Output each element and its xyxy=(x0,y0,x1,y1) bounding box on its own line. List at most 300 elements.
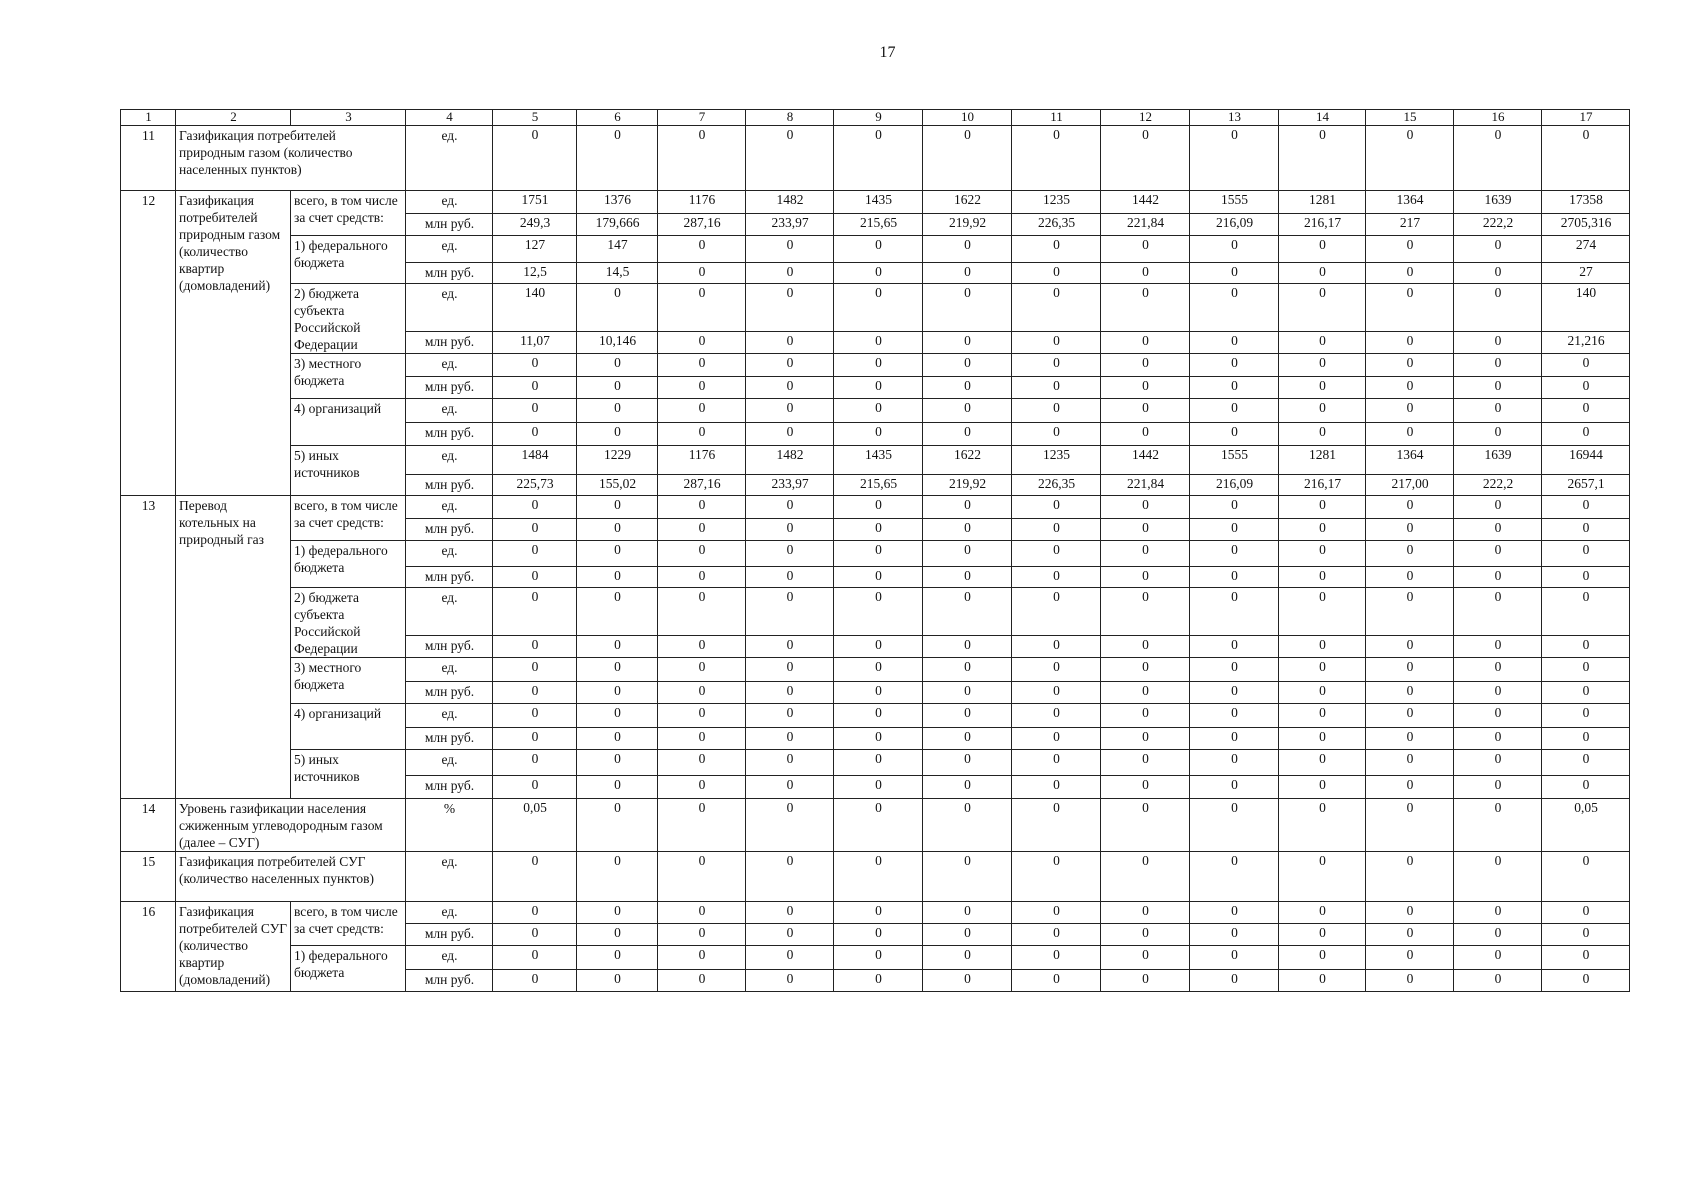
value-cell: 0 xyxy=(1366,682,1454,704)
value-cell: 0 xyxy=(1366,354,1454,377)
value-cell: 0 xyxy=(834,636,923,658)
unit-cell: ед. xyxy=(406,750,493,776)
value-cell: 0 xyxy=(1454,496,1542,519)
table-row xyxy=(121,399,1630,423)
unit-cell: ед. xyxy=(406,946,493,970)
value-cell: 0 xyxy=(746,946,834,970)
value-cell: 17358 xyxy=(1542,191,1630,214)
table-row xyxy=(121,541,1630,567)
value-cell: 0 xyxy=(658,354,746,377)
value-cell: 0 xyxy=(577,567,658,588)
value-cell: 0 xyxy=(658,658,746,682)
value-cell: 0 xyxy=(493,423,577,446)
source-label: 4) организаций xyxy=(291,399,406,446)
header-cell: 9 xyxy=(834,110,923,126)
value-cell: 0 xyxy=(746,970,834,992)
value-cell: 0 xyxy=(1101,541,1190,567)
value-cell: 0 xyxy=(746,496,834,519)
table-row xyxy=(121,446,1630,475)
value-cell: 0 xyxy=(1279,776,1366,799)
value-cell: 0 xyxy=(1279,236,1366,263)
value-cell: 0 xyxy=(577,946,658,970)
source-label: 1) федерального бюджета xyxy=(291,946,406,992)
indicator-name: Газификация потребителей природным газом (количество квартир (домовладений) xyxy=(176,191,291,496)
value-cell: 1281 xyxy=(1279,191,1366,214)
value-cell: 0 xyxy=(746,682,834,704)
value-cell: 0 xyxy=(577,284,658,332)
value-cell: 0 xyxy=(658,284,746,332)
table-row xyxy=(121,236,1630,263)
value-cell: 0 xyxy=(746,658,834,682)
unit-cell: ед. xyxy=(406,354,493,377)
header-cell: 1 xyxy=(121,110,176,126)
value-cell: 217 xyxy=(1366,214,1454,236)
value-cell: 0 xyxy=(658,970,746,992)
value-cell: 0 xyxy=(1012,377,1101,399)
value-cell: 0 xyxy=(1101,852,1190,902)
value-cell: 0 xyxy=(577,750,658,776)
value-cell: 0 xyxy=(1279,924,1366,946)
value-cell: 0 xyxy=(1542,588,1630,636)
value-cell: 0 xyxy=(658,332,746,354)
value-cell: 0 xyxy=(1542,636,1630,658)
unit-cell: млн руб. xyxy=(406,519,493,541)
value-cell: 216,17 xyxy=(1279,214,1366,236)
value-cell: 233,97 xyxy=(746,214,834,236)
value-cell: 1482 xyxy=(746,446,834,475)
value-cell: 0 xyxy=(1190,519,1279,541)
unit-cell: млн руб. xyxy=(406,636,493,658)
value-cell: 0 xyxy=(1101,567,1190,588)
value-cell: 0 xyxy=(1190,284,1279,332)
value-cell: 1235 xyxy=(1012,191,1101,214)
unit-cell: ед. xyxy=(406,704,493,728)
table-row xyxy=(121,284,1630,332)
value-cell: 0 xyxy=(746,567,834,588)
value-cell: 216,17 xyxy=(1279,475,1366,496)
value-cell: 0 xyxy=(1279,728,1366,750)
value-cell: 0 xyxy=(923,658,1012,682)
value-cell: 0 xyxy=(834,588,923,636)
value-cell: 0 xyxy=(1101,799,1190,852)
source-label: 4) организаций xyxy=(291,704,406,750)
value-cell: 0 xyxy=(493,970,577,992)
value-cell: 0 xyxy=(1366,704,1454,728)
value-cell: 0 xyxy=(746,704,834,728)
value-cell: 0 xyxy=(923,567,1012,588)
value-cell: 0 xyxy=(1279,541,1366,567)
value-cell: 0 xyxy=(658,852,746,902)
value-cell: 0 xyxy=(1454,126,1542,191)
value-cell: 0 xyxy=(1012,332,1101,354)
value-cell: 0 xyxy=(658,541,746,567)
value-cell: 0 xyxy=(577,377,658,399)
unit-cell: ед. xyxy=(406,191,493,214)
value-cell: 0 xyxy=(1454,852,1542,902)
value-cell: 0 xyxy=(1101,519,1190,541)
value-cell: 0 xyxy=(577,496,658,519)
value-cell: 0 xyxy=(1012,682,1101,704)
value-cell: 233,97 xyxy=(746,475,834,496)
value-cell: 0 xyxy=(834,399,923,423)
value-cell: 0 xyxy=(1366,728,1454,750)
value-cell: 0 xyxy=(1012,728,1101,750)
value-cell: 0 xyxy=(834,750,923,776)
value-cell: 0 xyxy=(658,263,746,284)
table-row xyxy=(121,750,1630,776)
value-cell: 0 xyxy=(1542,658,1630,682)
value-cell: 0 xyxy=(1190,236,1279,263)
value-cell: 16944 xyxy=(1542,446,1630,475)
value-cell: 147 xyxy=(577,236,658,263)
value-cell: 0 xyxy=(1101,682,1190,704)
value-cell: 0 xyxy=(493,852,577,902)
value-cell: 0 xyxy=(658,946,746,970)
value-cell: 1229 xyxy=(577,446,658,475)
value-cell: 0 xyxy=(1366,636,1454,658)
value-cell: 0 xyxy=(658,902,746,924)
value-cell: 0 xyxy=(746,636,834,658)
value-cell: 217,00 xyxy=(1366,475,1454,496)
value-cell: 0 xyxy=(746,750,834,776)
value-cell: 0 xyxy=(1190,902,1279,924)
value-cell: 1364 xyxy=(1366,191,1454,214)
value-cell: 0 xyxy=(493,750,577,776)
value-cell: 0 xyxy=(1366,970,1454,992)
value-cell: 0 xyxy=(577,588,658,636)
value-cell: 0 xyxy=(1190,541,1279,567)
value-cell: 0 xyxy=(1279,852,1366,902)
value-cell: 0 xyxy=(834,902,923,924)
value-cell: 0 xyxy=(1542,423,1630,446)
value-cell: 0 xyxy=(1101,658,1190,682)
value-cell: 0 xyxy=(1190,377,1279,399)
value-cell: 0 xyxy=(923,496,1012,519)
value-cell: 0 xyxy=(1101,704,1190,728)
unit-cell: ед. xyxy=(406,446,493,475)
value-cell: 0 xyxy=(923,852,1012,902)
value-cell: 0 xyxy=(493,519,577,541)
source-label: 1) федерального бюджета xyxy=(291,236,406,284)
value-cell: 0 xyxy=(577,970,658,992)
value-cell: 14,5 xyxy=(577,263,658,284)
source-label: 5) иных источников xyxy=(291,750,406,799)
value-cell: 0 xyxy=(1366,236,1454,263)
unit-cell: ед. xyxy=(406,496,493,519)
value-cell: 0 xyxy=(577,924,658,946)
value-cell: 0 xyxy=(1190,728,1279,750)
value-cell: 0 xyxy=(1366,332,1454,354)
value-cell: 0 xyxy=(1101,263,1190,284)
value-cell: 0 xyxy=(1101,284,1190,332)
value-cell: 0 xyxy=(493,399,577,423)
source-label: 2) бюджета субъекта Российской Федерации xyxy=(291,284,406,354)
value-cell: 0 xyxy=(577,682,658,704)
value-cell: 0 xyxy=(1279,588,1366,636)
value-cell: 1442 xyxy=(1101,446,1190,475)
value-cell: 0 xyxy=(746,377,834,399)
value-cell: 0 xyxy=(834,567,923,588)
value-cell: 0 xyxy=(746,399,834,423)
value-cell: 0 xyxy=(1454,704,1542,728)
value-cell: 0 xyxy=(1454,519,1542,541)
header-cell: 10 xyxy=(923,110,1012,126)
header-cell: 17 xyxy=(1542,110,1630,126)
value-cell: 0 xyxy=(658,682,746,704)
value-cell: 0 xyxy=(834,704,923,728)
value-cell: 215,65 xyxy=(834,475,923,496)
value-cell: 0 xyxy=(1279,636,1366,658)
value-cell: 0 xyxy=(1279,902,1366,924)
table-row xyxy=(121,902,1630,924)
value-cell: 0 xyxy=(923,902,1012,924)
value-cell: 0 xyxy=(577,423,658,446)
unit-cell: ед. xyxy=(406,284,493,332)
value-cell: 0 xyxy=(577,704,658,728)
value-cell: 0 xyxy=(658,377,746,399)
value-cell: 0 xyxy=(1454,236,1542,263)
value-cell: 1281 xyxy=(1279,446,1366,475)
value-cell: 0 xyxy=(1279,750,1366,776)
value-cell: 0 xyxy=(493,126,577,191)
value-cell: 0 xyxy=(923,423,1012,446)
unit-cell: млн руб. xyxy=(406,214,493,236)
value-cell: 0 xyxy=(1279,263,1366,284)
value-cell: 0 xyxy=(746,588,834,636)
value-cell: 0 xyxy=(834,970,923,992)
value-cell: 140 xyxy=(493,284,577,332)
value-cell: 0 xyxy=(577,354,658,377)
unit-cell: млн руб. xyxy=(406,776,493,799)
value-cell: 0 xyxy=(1366,658,1454,682)
value-cell: 0 xyxy=(834,332,923,354)
value-cell: 0 xyxy=(1101,332,1190,354)
value-cell: 0 xyxy=(493,946,577,970)
value-cell: 0 xyxy=(1279,970,1366,992)
value-cell: 1639 xyxy=(1454,191,1542,214)
value-cell: 0 xyxy=(746,236,834,263)
value-cell: 0 xyxy=(1366,423,1454,446)
value-cell: 0 xyxy=(577,776,658,799)
value-cell: 0 xyxy=(746,902,834,924)
value-cell: 0 xyxy=(1012,704,1101,728)
value-cell: 0 xyxy=(1190,682,1279,704)
value-cell: 222,2 xyxy=(1454,214,1542,236)
unit-cell: млн руб. xyxy=(406,567,493,588)
source-label: всего, в том числе за счет средств: xyxy=(291,496,406,541)
header-row xyxy=(121,110,1630,126)
value-cell: 0 xyxy=(1190,354,1279,377)
source-label: 1) федерального бюджета xyxy=(291,541,406,588)
value-cell: 0 xyxy=(1454,263,1542,284)
table-row xyxy=(121,126,1630,191)
value-cell: 0 xyxy=(834,496,923,519)
value-cell: 274 xyxy=(1542,236,1630,263)
indicator-name: Газификация потребителей СУГ (количество населенных пунктов) xyxy=(176,852,406,902)
value-cell: 0 xyxy=(923,946,1012,970)
indicator-name: Газификация потребителей природным газом (количество населенных пунктов) xyxy=(176,126,406,191)
indicator-name: Перевод котельных на природный газ xyxy=(176,496,291,799)
value-cell: 0 xyxy=(1012,852,1101,902)
value-cell: 0 xyxy=(1012,970,1101,992)
value-cell: 0 xyxy=(1101,377,1190,399)
value-cell: 0 xyxy=(746,728,834,750)
value-cell: 0 xyxy=(923,682,1012,704)
value-cell: 0 xyxy=(1454,399,1542,423)
unit-cell: ед. xyxy=(406,399,493,423)
header-cell: 2 xyxy=(176,110,291,126)
value-cell: 0 xyxy=(1012,776,1101,799)
value-cell: 0 xyxy=(1279,423,1366,446)
unit-cell: млн руб. xyxy=(406,970,493,992)
value-cell: 0 xyxy=(1101,423,1190,446)
value-cell: 0 xyxy=(834,423,923,446)
value-cell: 0 xyxy=(1542,946,1630,970)
value-cell: 1751 xyxy=(493,191,577,214)
value-cell: 12,5 xyxy=(493,263,577,284)
table-row xyxy=(121,799,1630,852)
value-cell: 0 xyxy=(834,354,923,377)
value-cell: 0 xyxy=(1454,682,1542,704)
value-cell: 0 xyxy=(1366,924,1454,946)
header-cell: 8 xyxy=(746,110,834,126)
value-cell: 0 xyxy=(746,332,834,354)
value-cell: 1622 xyxy=(923,446,1012,475)
value-cell: 0 xyxy=(1190,126,1279,191)
value-cell: 0 xyxy=(1190,924,1279,946)
value-cell: 0 xyxy=(746,924,834,946)
value-cell: 0 xyxy=(1454,423,1542,446)
value-cell: 0 xyxy=(1279,284,1366,332)
value-cell: 0 xyxy=(577,658,658,682)
value-cell: 0 xyxy=(923,354,1012,377)
table-row xyxy=(121,588,1630,636)
value-cell: 0 xyxy=(577,902,658,924)
value-cell: 0 xyxy=(923,541,1012,567)
value-cell: 0 xyxy=(1366,567,1454,588)
value-cell: 226,35 xyxy=(1012,214,1101,236)
value-cell: 249,3 xyxy=(493,214,577,236)
value-cell: 0 xyxy=(1279,799,1366,852)
value-cell: 0 xyxy=(1101,902,1190,924)
value-cell: 0 xyxy=(1366,902,1454,924)
header-cell: 5 xyxy=(493,110,577,126)
value-cell: 0 xyxy=(1454,588,1542,636)
value-cell: 0 xyxy=(577,799,658,852)
value-cell: 0 xyxy=(1279,377,1366,399)
value-cell: 0 xyxy=(1190,750,1279,776)
value-cell: 0 xyxy=(1101,946,1190,970)
value-cell: 0 xyxy=(834,852,923,902)
value-cell: 1176 xyxy=(658,446,746,475)
value-cell: 0 xyxy=(1366,588,1454,636)
value-cell: 2657,1 xyxy=(1542,475,1630,496)
value-cell: 0 xyxy=(923,588,1012,636)
value-cell: 0 xyxy=(658,750,746,776)
value-cell: 0 xyxy=(834,658,923,682)
value-cell: 0 xyxy=(1101,924,1190,946)
value-cell: 1435 xyxy=(834,446,923,475)
value-cell: 0 xyxy=(834,284,923,332)
value-cell: 2705,316 xyxy=(1542,214,1630,236)
value-cell: 0 xyxy=(1542,682,1630,704)
source-label: 2) бюджета субъекта Российской Федерации xyxy=(291,588,406,658)
value-cell: 0 xyxy=(1012,636,1101,658)
header-cell: 3 xyxy=(291,110,406,126)
value-cell: 0 xyxy=(493,728,577,750)
value-cell: 0 xyxy=(493,776,577,799)
value-cell: 0 xyxy=(834,776,923,799)
value-cell: 0 xyxy=(577,519,658,541)
value-cell: 0 xyxy=(1279,332,1366,354)
value-cell: 0 xyxy=(923,236,1012,263)
value-cell: 225,73 xyxy=(493,475,577,496)
value-cell: 0 xyxy=(1190,776,1279,799)
value-cell: 0 xyxy=(1454,750,1542,776)
value-cell: 0 xyxy=(1012,946,1101,970)
value-cell: 0 xyxy=(1454,776,1542,799)
value-cell: 0 xyxy=(923,519,1012,541)
value-cell: 0 xyxy=(577,852,658,902)
value-cell: 0 xyxy=(1190,567,1279,588)
value-cell: 0 xyxy=(923,377,1012,399)
source-label: всего, в том числе за счет средств: xyxy=(291,902,406,946)
value-cell: 0 xyxy=(923,924,1012,946)
value-cell: 216,09 xyxy=(1190,214,1279,236)
value-cell: 0 xyxy=(1366,263,1454,284)
value-cell: 1555 xyxy=(1190,191,1279,214)
value-cell: 0 xyxy=(1012,588,1101,636)
value-cell: 0 xyxy=(1012,126,1101,191)
value-cell: 0 xyxy=(1454,728,1542,750)
value-cell: 0 xyxy=(746,423,834,446)
value-cell: 0 xyxy=(658,728,746,750)
row-number: 15 xyxy=(121,852,176,902)
source-label: 3) местного бюджета xyxy=(291,658,406,704)
value-cell: 0 xyxy=(1454,902,1542,924)
source-label: 5) иных источников xyxy=(291,446,406,496)
value-cell: 0 xyxy=(577,399,658,423)
unit-cell: ед. xyxy=(406,541,493,567)
value-cell: 0 xyxy=(1542,750,1630,776)
table-row xyxy=(121,354,1630,377)
value-cell: 0 xyxy=(1012,519,1101,541)
value-cell: 0 xyxy=(1101,776,1190,799)
value-cell: 0 xyxy=(923,776,1012,799)
value-cell: 0 xyxy=(1542,902,1630,924)
value-cell: 0 xyxy=(658,567,746,588)
value-cell: 0 xyxy=(923,636,1012,658)
value-cell: 0 xyxy=(1454,636,1542,658)
value-cell: 0 xyxy=(658,519,746,541)
row-number: 14 xyxy=(121,799,176,852)
header-cell: 16 xyxy=(1454,110,1542,126)
value-cell: 0 xyxy=(1190,399,1279,423)
value-cell: 0 xyxy=(923,799,1012,852)
table-row xyxy=(121,658,1630,682)
header-cell: 11 xyxy=(1012,110,1101,126)
value-cell: 0 xyxy=(1190,658,1279,682)
value-cell: 0 xyxy=(658,496,746,519)
value-cell: 0 xyxy=(923,126,1012,191)
value-cell: 0 xyxy=(1279,658,1366,682)
unit-cell: млн руб. xyxy=(406,332,493,354)
value-cell: 0 xyxy=(1366,519,1454,541)
value-cell: 0 xyxy=(1454,377,1542,399)
value-cell: 0 xyxy=(746,541,834,567)
value-cell: 0 xyxy=(1366,750,1454,776)
value-cell: 0 xyxy=(577,541,658,567)
